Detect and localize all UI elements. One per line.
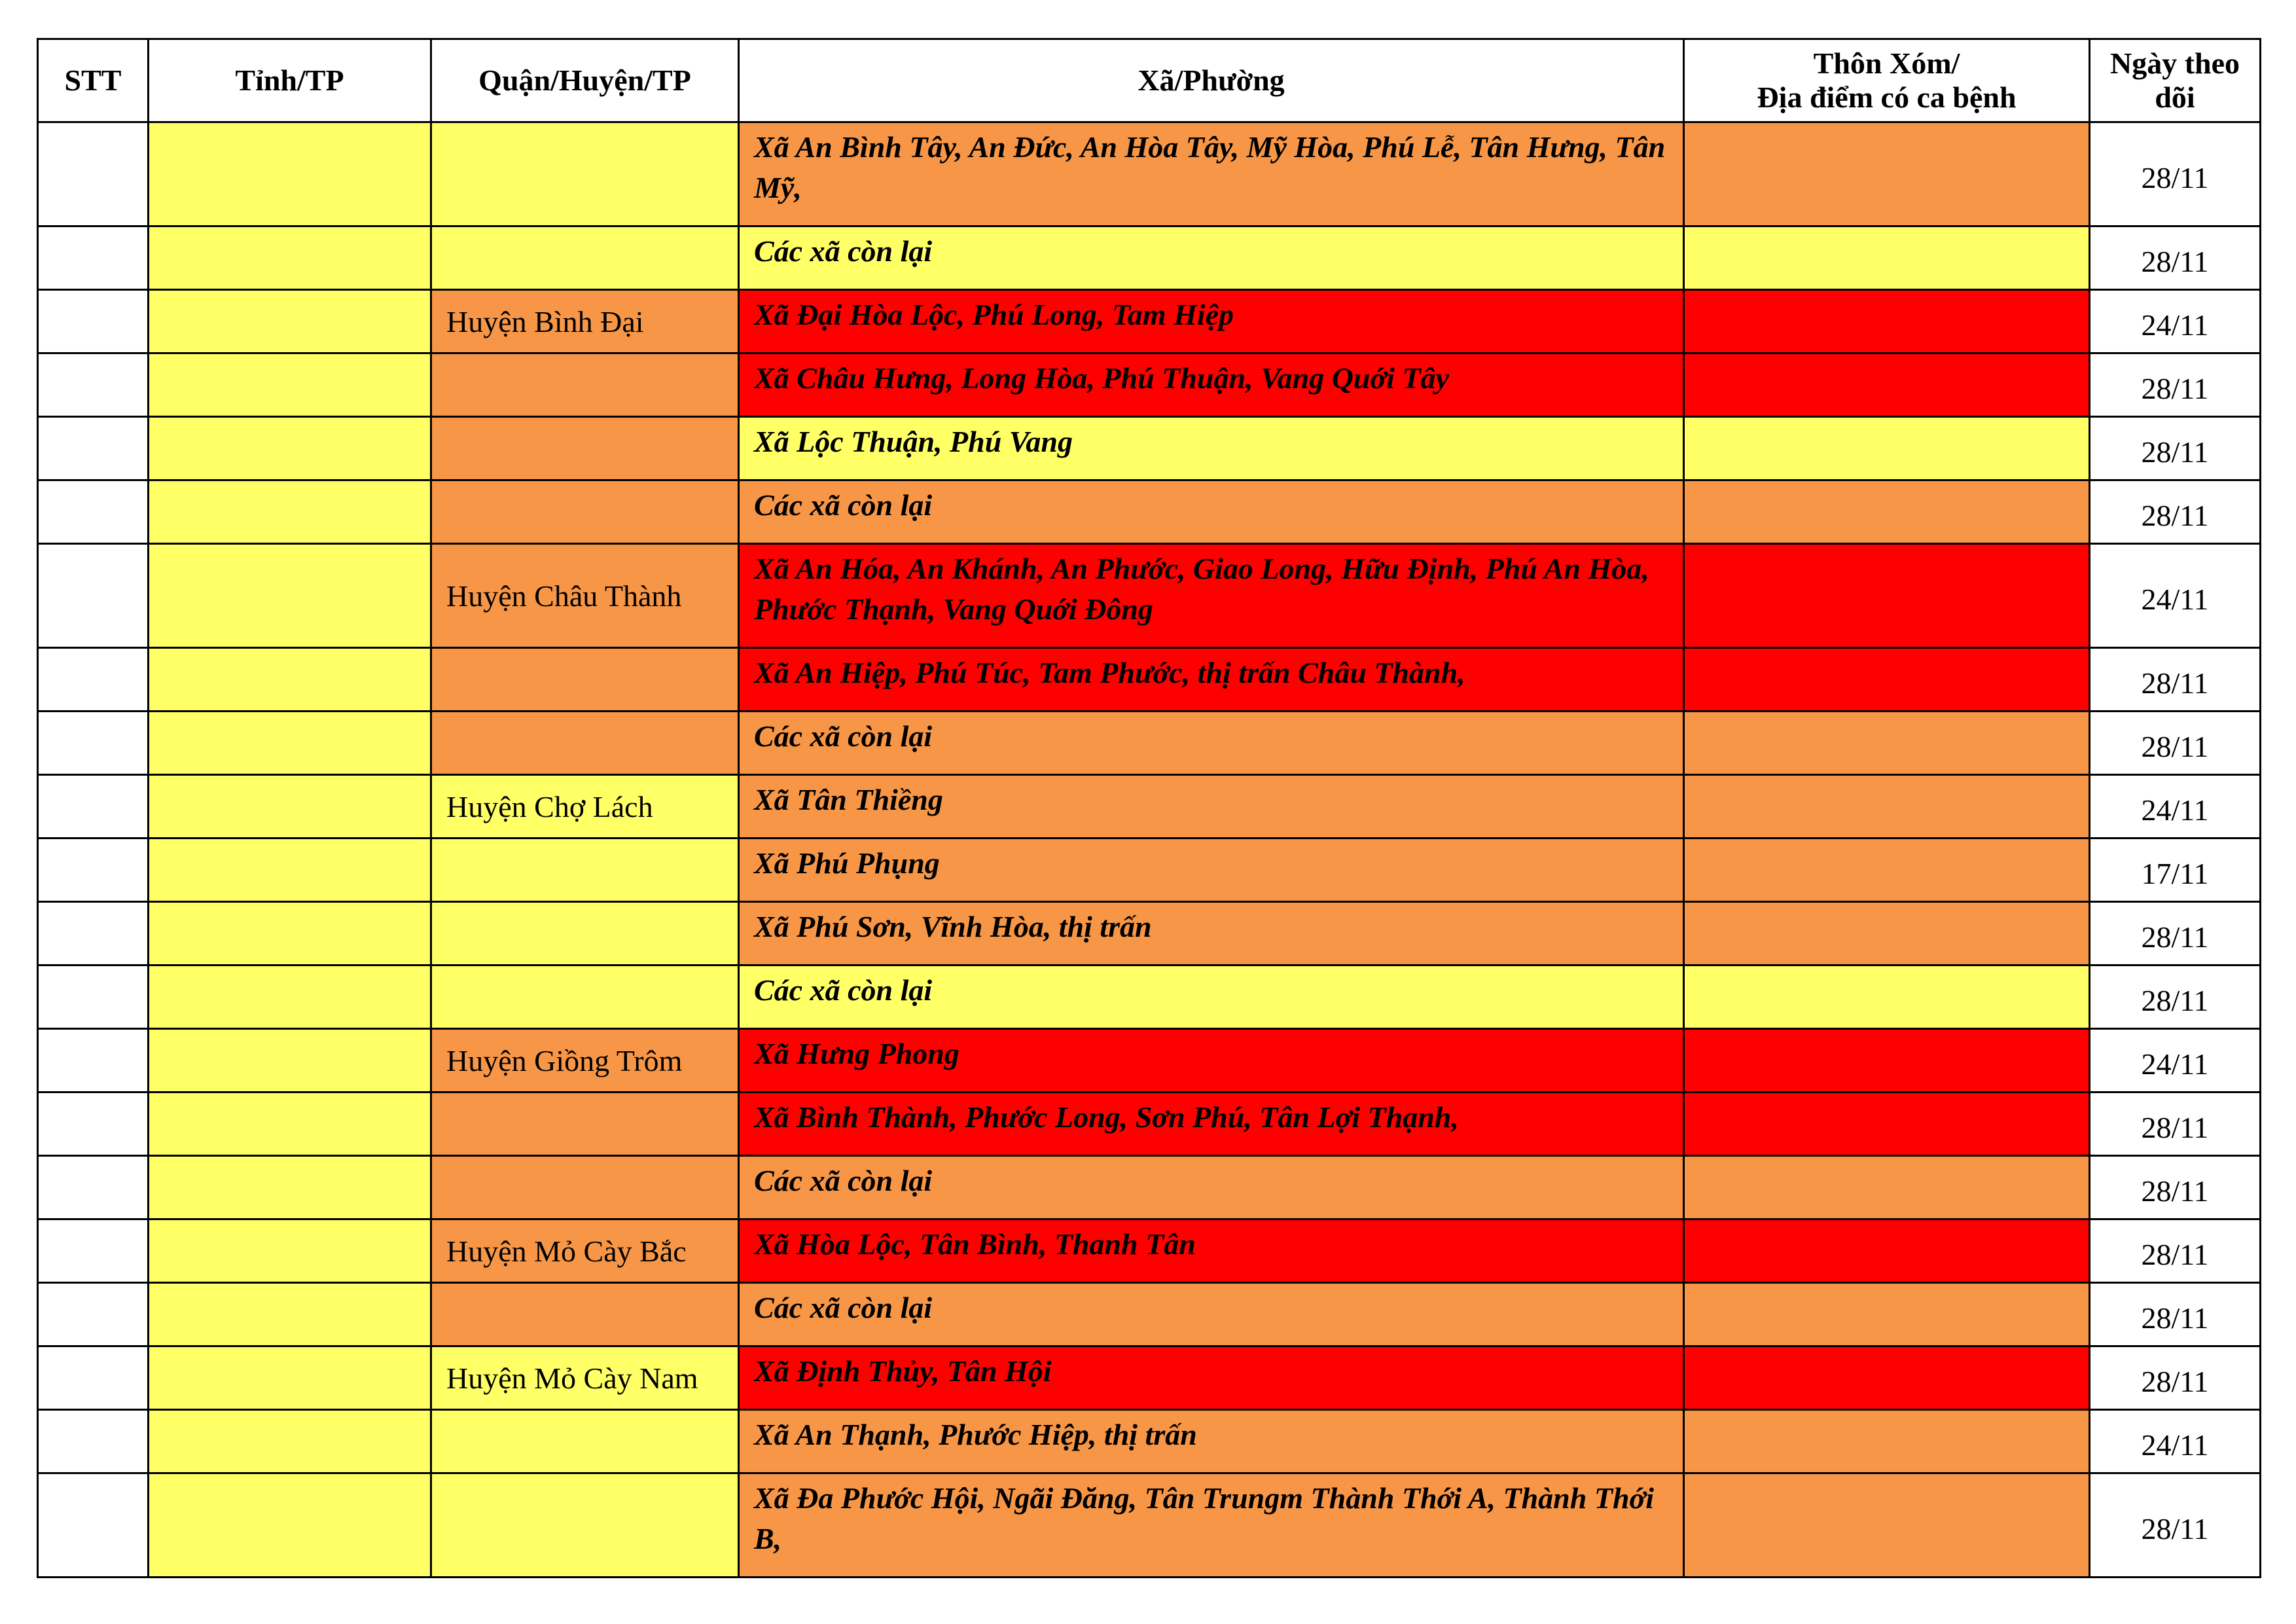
- xa-cell: Các xã còn lại: [739, 965, 1684, 1029]
- tinh-cell: [149, 1346, 431, 1410]
- header-tinh: Tỉnh/TP: [149, 39, 431, 122]
- ngay-cell: 28/11: [2090, 1092, 2261, 1156]
- quan-cell: [431, 353, 739, 417]
- quan-cell: [431, 480, 739, 544]
- stt-cell: [38, 1410, 149, 1473]
- xa-cell: Xã An Hóa, An Khánh, An Phước, Giao Long, Hữu Định, Phú An Hòa, Phước Thạnh, Vang Quới Đông: [739, 544, 1684, 648]
- ngay-cell: 28/11: [2090, 417, 2261, 480]
- xa-cell: Các xã còn lại: [739, 1283, 1684, 1346]
- table-row: [38, 712, 2261, 775]
- tinh-cell: [149, 775, 431, 839]
- header-ngay-line2: dõi: [2155, 81, 2195, 114]
- tinh-cell: [149, 839, 431, 902]
- tinh-cell: [149, 712, 431, 775]
- tinh-cell: [149, 417, 431, 480]
- stt-cell: [38, 775, 149, 839]
- quan-cell: [431, 712, 739, 775]
- tinh-cell: [149, 965, 431, 1029]
- header-thon-line2: Địa điểm có ca bệnh: [1757, 81, 2017, 114]
- xa-cell: Các xã còn lại: [739, 1156, 1684, 1219]
- quan-cell: [431, 1283, 739, 1346]
- quan-cell: [431, 965, 739, 1029]
- table-row: [38, 1283, 2261, 1346]
- ngay-cell: 28/11: [2090, 226, 2261, 290]
- quan-cell: Huyện Châu Thành: [431, 544, 739, 648]
- xa-cell: Xã Hòa Lộc, Tân Bình, Thanh Tân: [739, 1219, 1684, 1283]
- document-sheet: [37, 38, 2261, 1578]
- table-row: [38, 1092, 2261, 1156]
- header-quan: Quận/Huyện/TP: [431, 39, 739, 122]
- quan-cell: [431, 1410, 739, 1473]
- xa-cell: Xã Đa Phước Hội, Ngãi Đăng, Tân Trungm Thành Thới A, Thành Thới B,: [739, 1473, 1684, 1578]
- thon-cell: [1684, 965, 2090, 1029]
- xa-cell: Xã Đại Hòa Lộc, Phú Long, Tam Hiệp: [739, 290, 1684, 353]
- quan-cell: [431, 1473, 739, 1578]
- ngay-cell: 24/11: [2090, 290, 2261, 353]
- stt-cell: [38, 1029, 149, 1092]
- thon-cell: [1684, 839, 2090, 902]
- quan-cell: [431, 648, 739, 712]
- table-row: [38, 902, 2261, 965]
- tinh-cell: [149, 544, 431, 648]
- table-row: [38, 290, 2261, 353]
- ngay-cell: 24/11: [2090, 775, 2261, 839]
- xa-cell: Các xã còn lại: [739, 712, 1684, 775]
- stt-cell: [38, 1473, 149, 1578]
- tinh-cell: [149, 122, 431, 226]
- quan-cell: [431, 839, 739, 902]
- xa-cell: Xã Định Thủy, Tân Hội: [739, 1346, 1684, 1410]
- stt-cell: [38, 1283, 149, 1346]
- table-row: [38, 122, 2261, 226]
- tinh-cell: [149, 648, 431, 712]
- header-ngay: [2090, 39, 2261, 122]
- quan-cell: [431, 226, 739, 290]
- stt-cell: [38, 902, 149, 965]
- ngay-cell: 28/11: [2090, 1473, 2261, 1578]
- xa-cell: Các xã còn lại: [739, 226, 1684, 290]
- tinh-cell: [149, 1473, 431, 1578]
- xa-cell: Xã Phú Phụng: [739, 839, 1684, 902]
- ngay-cell: 28/11: [2090, 965, 2261, 1029]
- thon-cell: [1684, 122, 2090, 226]
- quan-cell: [431, 1156, 739, 1219]
- thon-cell: [1684, 544, 2090, 648]
- stt-cell: [38, 712, 149, 775]
- thon-cell: [1684, 290, 2090, 353]
- ngay-cell: 28/11: [2090, 1156, 2261, 1219]
- stt-cell: [38, 480, 149, 544]
- quan-cell: [431, 417, 739, 480]
- header-thon: [1684, 39, 2090, 122]
- ngay-cell: 24/11: [2090, 1029, 2261, 1092]
- thon-cell: [1684, 1283, 2090, 1346]
- stt-cell: [38, 417, 149, 480]
- thon-cell: [1684, 712, 2090, 775]
- tinh-cell: [149, 480, 431, 544]
- xa-cell: Các xã còn lại: [739, 480, 1684, 544]
- table-row: [38, 1410, 2261, 1473]
- stt-cell: [38, 965, 149, 1029]
- quan-cell: Huyện Bình Đại: [431, 290, 739, 353]
- quan-cell: [431, 902, 739, 965]
- ngay-cell: 28/11: [2090, 480, 2261, 544]
- quan-cell: Huyện Chợ Lách: [431, 775, 739, 839]
- xa-cell: Xã An Bình Tây, An Đức, An Hòa Tây, Mỹ Hòa, Phú Lễ, Tân Hưng, Tân Mỹ,: [739, 122, 1684, 226]
- xa-cell: Xã Lộc Thuận, Phú Vang: [739, 417, 1684, 480]
- header-ngay-line1: Ngày theo: [2109, 46, 2240, 80]
- header-stt: STT: [38, 39, 149, 122]
- stt-cell: [38, 1092, 149, 1156]
- tinh-cell: [149, 1410, 431, 1473]
- ngay-cell: 28/11: [2090, 1283, 2261, 1346]
- ngay-cell: 28/11: [2090, 1346, 2261, 1410]
- thon-cell: [1684, 1029, 2090, 1092]
- tinh-cell: [149, 226, 431, 290]
- stt-cell: [38, 226, 149, 290]
- table-row: [38, 353, 2261, 417]
- thon-cell: [1684, 1473, 2090, 1578]
- thon-cell: [1684, 1156, 2090, 1219]
- table-row: [38, 544, 2261, 648]
- quan-cell: Huyện Mỏ Cày Nam: [431, 1346, 739, 1410]
- ngay-cell: 28/11: [2090, 1219, 2261, 1283]
- tinh-cell: [149, 1219, 431, 1283]
- table-row: [38, 480, 2261, 544]
- stt-cell: [38, 1346, 149, 1410]
- thon-cell: [1684, 1219, 2090, 1283]
- thon-cell: [1684, 480, 2090, 544]
- table-row: [38, 648, 2261, 712]
- table-row: [38, 1346, 2261, 1410]
- thon-cell: [1684, 226, 2090, 290]
- tinh-cell: [149, 1283, 431, 1346]
- stt-cell: [38, 544, 149, 648]
- xa-cell: Xã Phú Sơn, Vĩnh Hòa, thị trấn: [739, 902, 1684, 965]
- stt-cell: [38, 1156, 149, 1219]
- thon-cell: [1684, 1092, 2090, 1156]
- quan-cell: [431, 122, 739, 226]
- xa-cell: Xã Châu Hưng, Long Hòa, Phú Thuận, Vang Quới Tây: [739, 353, 1684, 417]
- thon-cell: [1684, 1346, 2090, 1410]
- ngay-cell: 28/11: [2090, 648, 2261, 712]
- header-xa: Xã/Phường: [739, 39, 1684, 122]
- ngay-cell: 24/11: [2090, 1410, 2261, 1473]
- table-row: [38, 965, 2261, 1029]
- risk-level-table: [37, 38, 2261, 1578]
- table-row: [38, 1219, 2261, 1283]
- tinh-cell: [149, 902, 431, 965]
- ngay-cell: 28/11: [2090, 712, 2261, 775]
- thon-cell: [1684, 1410, 2090, 1473]
- table-row: [38, 1473, 2261, 1578]
- xa-cell: Xã An Hiệp, Phú Túc, Tam Phước, thị trấn Châu Thành,: [739, 648, 1684, 712]
- xa-cell: Xã Hưng Phong: [739, 1029, 1684, 1092]
- table-row: [38, 839, 2261, 902]
- tinh-cell: [149, 353, 431, 417]
- stt-cell: [38, 839, 149, 902]
- quan-cell: Huyện Mỏ Cày Bắc: [431, 1219, 739, 1283]
- ngay-cell: 24/11: [2090, 544, 2261, 648]
- stt-cell: [38, 290, 149, 353]
- ngay-cell: 17/11: [2090, 839, 2261, 902]
- xa-cell: Xã Bình Thành, Phước Long, Sơn Phú, Tân Lợi Thạnh,: [739, 1092, 1684, 1156]
- xa-cell: Xã An Thạnh, Phước Hiệp, thị trấn: [739, 1410, 1684, 1473]
- ngay-cell: 28/11: [2090, 353, 2261, 417]
- tinh-cell: [149, 290, 431, 353]
- ngay-cell: 28/11: [2090, 122, 2261, 226]
- stt-cell: [38, 1219, 149, 1283]
- quan-cell: [431, 1092, 739, 1156]
- stt-cell: [38, 122, 149, 226]
- xa-cell: Xã Tân Thiềng: [739, 775, 1684, 839]
- tinh-cell: [149, 1156, 431, 1219]
- thon-cell: [1684, 417, 2090, 480]
- stt-cell: [38, 353, 149, 417]
- table-row: [38, 226, 2261, 290]
- table-row: [38, 775, 2261, 839]
- quan-cell: Huyện Giồng Trôm: [431, 1029, 739, 1092]
- tinh-cell: [149, 1029, 431, 1092]
- header-thon-line1: Thôn Xóm/: [1813, 46, 1960, 80]
- table-header-row: [38, 39, 2261, 122]
- table-row: [38, 1156, 2261, 1219]
- table-row: [38, 417, 2261, 480]
- table-row: [38, 1029, 2261, 1092]
- thon-cell: [1684, 648, 2090, 712]
- tinh-cell: [149, 1092, 431, 1156]
- thon-cell: [1684, 775, 2090, 839]
- thon-cell: [1684, 353, 2090, 417]
- ngay-cell: 28/11: [2090, 902, 2261, 965]
- stt-cell: [38, 648, 149, 712]
- thon-cell: [1684, 902, 2090, 965]
